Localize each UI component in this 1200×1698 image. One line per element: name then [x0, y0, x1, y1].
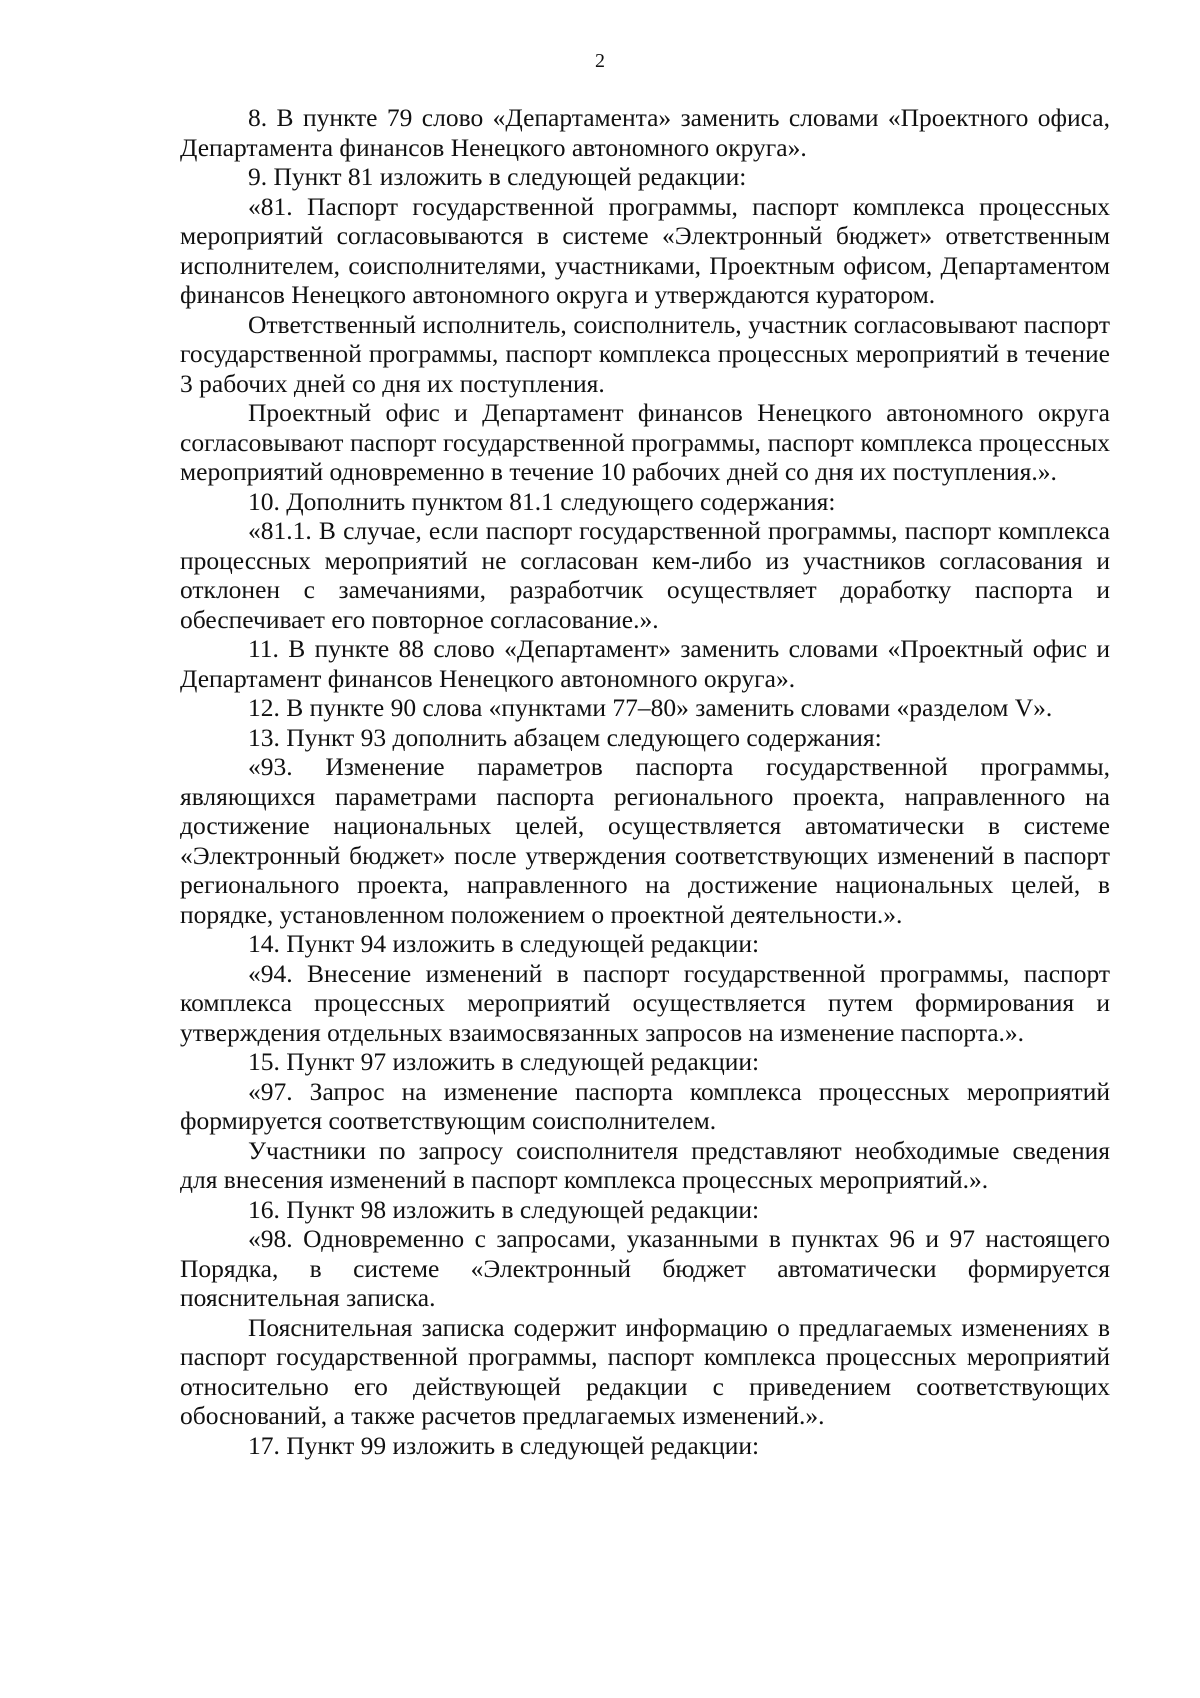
clause-97-paragraph-2: Участники по запросу соисполнителя представляют необходимые сведения для внесения изменений в паспорт комплекса процессных мероприятий.».: [180, 1135, 1110, 1194]
paragraph-item-16: 16. Пункт 98 изложить в следующей редакции:: [248, 1194, 760, 1224]
quoted-clause-93: «93. Изменение параметров паспорта государственной программы, являющихся параметрами паспорта регионального проекта, направленного на достижение национальных целей, осуществляется автоматически в системе «Электронный бюджет» после утверждения соответствующих изменений в паспорт регионального проекта, направленного на достижение национальных целей, в порядке, установленном положением о проектной деятельности.».: [180, 752, 1110, 929]
quoted-clause-81-1: «81.1. В случае, если паспорт государственной программы, паспорт комплекса процессных мероприятий не согласован кем-либо из участников согласования и отклонен с замечаниями, разработчик осуществляет доработку паспорта и обеспечивает его повторное согласование.».: [180, 516, 1110, 634]
clause-81-paragraph-2: Ответственный исполнитель, соисполнитель, участник согласовывают паспорт государственной программы, паспорт комплекса процессных мероприятий в течение 3 рабочих дней со дня их поступления.: [180, 309, 1110, 398]
paragraph-item-14: 14. Пункт 94 изложить в следующей редакции:: [248, 929, 760, 958]
page-number: 2: [595, 50, 605, 72]
paragraph-item-13: 13. Пункт 93 дополнить абзацем следующего содержания:: [248, 722, 882, 752]
paragraph-item-17: 17. Пункт 99 изложить в следующей редакции:: [248, 1430, 760, 1460]
quoted-clause-97: «97. Запрос на изменение паспорта комплекса процессных мероприятий формируется соответствующим соисполнителем.: [180, 1076, 1110, 1135]
paragraph-item-11: 11. В пункте 88 слово «Департамент» заменить словами «Проектный офис и Департамент финансов Ненецкого автономного округа».: [180, 634, 1110, 693]
paragraph-item-9: 9. Пункт 81 изложить в следующей редакции:: [248, 162, 747, 191]
clause-81-paragraph-3: Проектный офис и Департамент финансов Ненецкого автономного округа согласовывают паспорт государственной программы, паспорт комплекса процессных мероприятий одновременно в течение 10 рабочих дней со дня их поступления.».: [180, 398, 1110, 486]
quoted-clause-98: «98. Одновременно с запросами, указанными в пунктах 96 и 97 настоящего Порядка, в системе «Электронный бюджет автоматически формируется пояснительная записка.: [180, 1224, 1110, 1312]
paragraph-item-10: 10. Дополнить пунктом 81.1 следующего содержания:: [248, 486, 836, 516]
quoted-clause-81: «81. Паспорт государственной программы, паспорт комплекса процессных мероприятий согласовываются в системе «Электронный бюджет» ответственным исполнителем, соисполнителями, участниками, Проектным офисом, Департаментом финансов Ненецкого автономного округа и утверждаются куратором.: [180, 191, 1110, 309]
clause-98-paragraph-2: Пояснительная записка содержит информацию о предлагаемых изменениях в паспорт государственной программы, паспорт комплекса процессных мероприятий относительно его действующей редакции с приведением соответствующих обоснований, а также расчетов предлагаемых изменений.».: [180, 1312, 1110, 1430]
paragraph-item-15: 15. Пункт 97 изложить в следующей редакции:: [248, 1047, 760, 1076]
paragraph-item-12: 12. В пункте 90 слова «пунктами 77–80» заменить словами «разделом V».: [248, 693, 1053, 722]
document-body: [180, 103, 1110, 1460]
quoted-clause-94: «94. Внесение изменений в паспорт государственной программы, паспорт комплекса процессных мероприятий осуществляется путем формирования и утверждения отдельных взаимосвязанных запросов на изменение паспорта.».: [180, 958, 1110, 1047]
paragraph-item-8: 8. В пункте 79 слово «Департамента» заменить словами «Проектного офиса, Департамента финансов Ненецкого автономного округа».: [180, 103, 1110, 162]
